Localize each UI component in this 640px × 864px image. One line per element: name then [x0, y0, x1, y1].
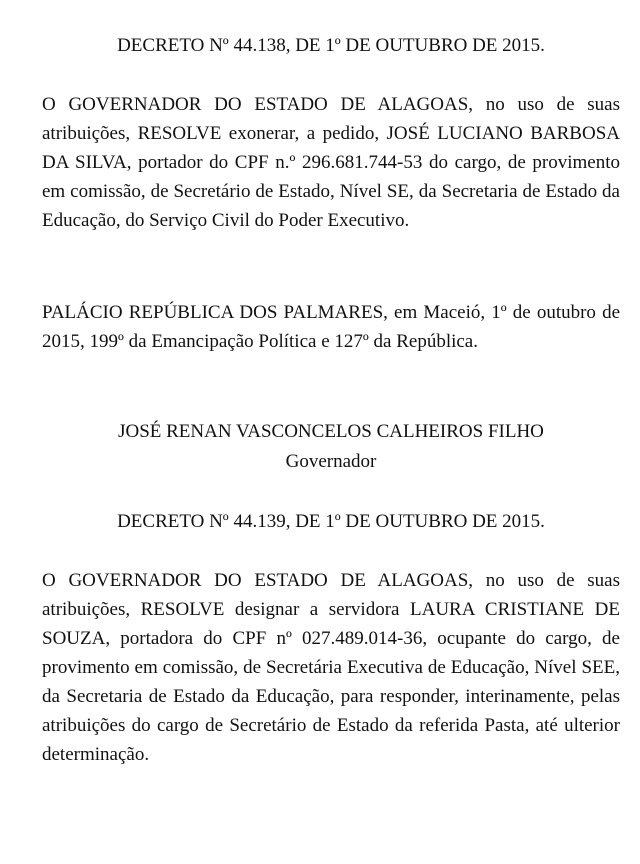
decree-1-signatory: JOSÉ RENAN VASCONCELOS CALHEIROS FILHO	[118, 421, 544, 442]
decree-1-place-date: PALÁCIO REPÚBLICA DOS PALMARES, em Maceió, 1º de outubro de 2015, 199º da Emancipação Política e 127º da República.	[42, 302, 620, 352]
decree-1-title: DECRETO Nº 44.138, DE 1º DE OUTUBRO DE 2015.	[117, 35, 545, 56]
decree-2-title: DECRETO Nº 44.139, DE 1º DE OUTUBRO DE 2015.	[117, 511, 545, 532]
decree-1-signatory-role: Governador	[285, 451, 377, 472]
decree-1-body: O GOVERNADOR DO ESTADO DE ALAGOAS, no uso de suas atribuições, RESOLVE exonerar, a pedido, JOSÉ LUCIANO BARBOSA DA SILVA, portador do CPF n.º 296.681.744-53 do cargo, de provimento em comissão, de Secretário de Estado, Nível SE, da Secretaria de Estado da Educação, do Serviço Civil do Poder Executivo.	[42, 94, 620, 231]
decree-2-body: O GOVERNADOR DO ESTADO DE ALAGOAS, no uso de suas atribuições, RESOLVE designar a servidora LAURA CRISTIANE DE SOUZA, portadora do CPF nº 027.489.014-36, ocupante do cargo, de provimento em comissão, de Secretária Executiva de Educação, Nível SEE, da Secretaria de Estado da Educação, para responder, interinamente, pelas atribuições do cargo de Secretário de Estado da referida Pasta, até ulterior determinação.	[42, 570, 620, 765]
